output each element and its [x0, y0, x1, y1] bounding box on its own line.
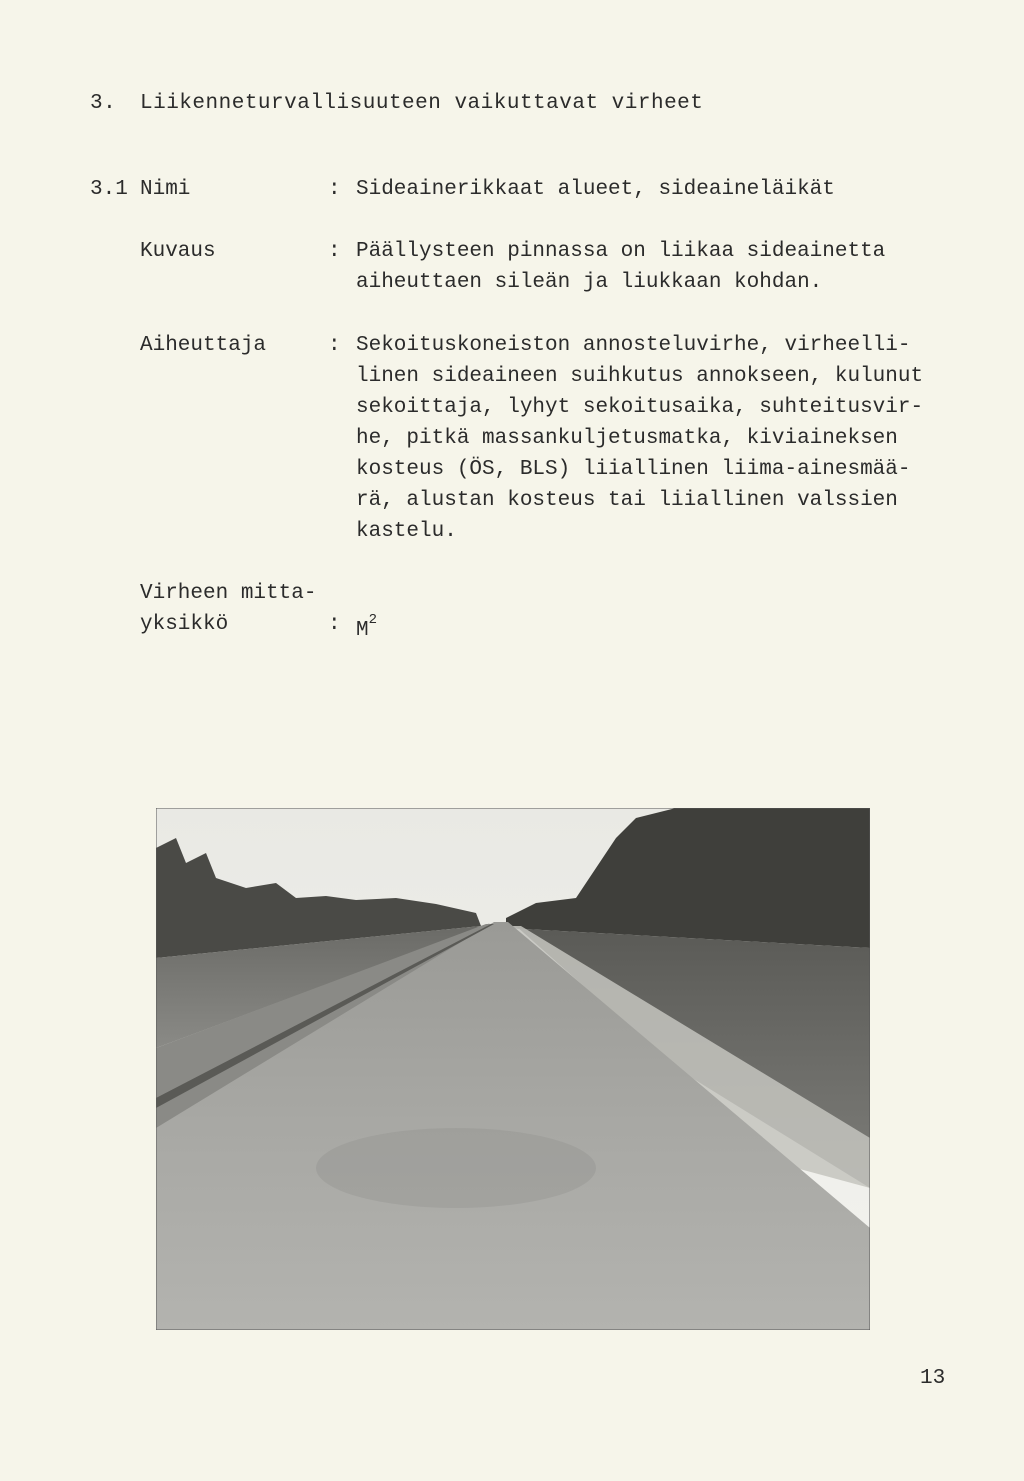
field-colon: : — [328, 613, 341, 636]
field-label: Nimi — [140, 178, 191, 201]
section-title: Liikenneturvallisuuteen vaikuttavat virheet — [140, 92, 704, 115]
road-photo — [156, 808, 870, 1330]
field-value: Päällysteen pinnassa on liikaa sideainetta aiheuttaen sileän ja liukkaan kohdan. — [356, 240, 886, 294]
field-label: Aiheuttaja — [140, 334, 267, 357]
field-label: Virheen mitta- yksikkö — [140, 582, 317, 636]
field-value: Sekoituskoneiston annosteluvirhe, virheelli- linen sideaineen suihkutus annokseen, kulunut sekoittaja, lyhyt sekoitusaika, suhteitusvir- he, pitkä massankuljetusmatka, kiviaineksen kosteus (ÖS, BLS) liiallinen liima-ainesmää- rä, alustan kosteus tai liiallinen valssien kastelu. — [356, 334, 924, 543]
field-value: Sideainerikkaat alueet, sideaineläikät — [356, 178, 835, 201]
field-colon: : — [328, 334, 341, 357]
field-colon: : — [328, 240, 341, 263]
field-colon: : — [328, 178, 341, 201]
binder-patch — [316, 1128, 596, 1208]
field-label: Kuvaus — [140, 240, 216, 263]
section-number: 3. — [90, 92, 117, 115]
unit-symbol: M — [356, 619, 369, 642]
section-heading — [90, 92, 703, 115]
unit-superscript: 2 — [368, 612, 378, 628]
unit-value — [356, 609, 946, 646]
page-number: 13 — [920, 1367, 946, 1390]
entry-number: 3.1 — [90, 178, 128, 201]
